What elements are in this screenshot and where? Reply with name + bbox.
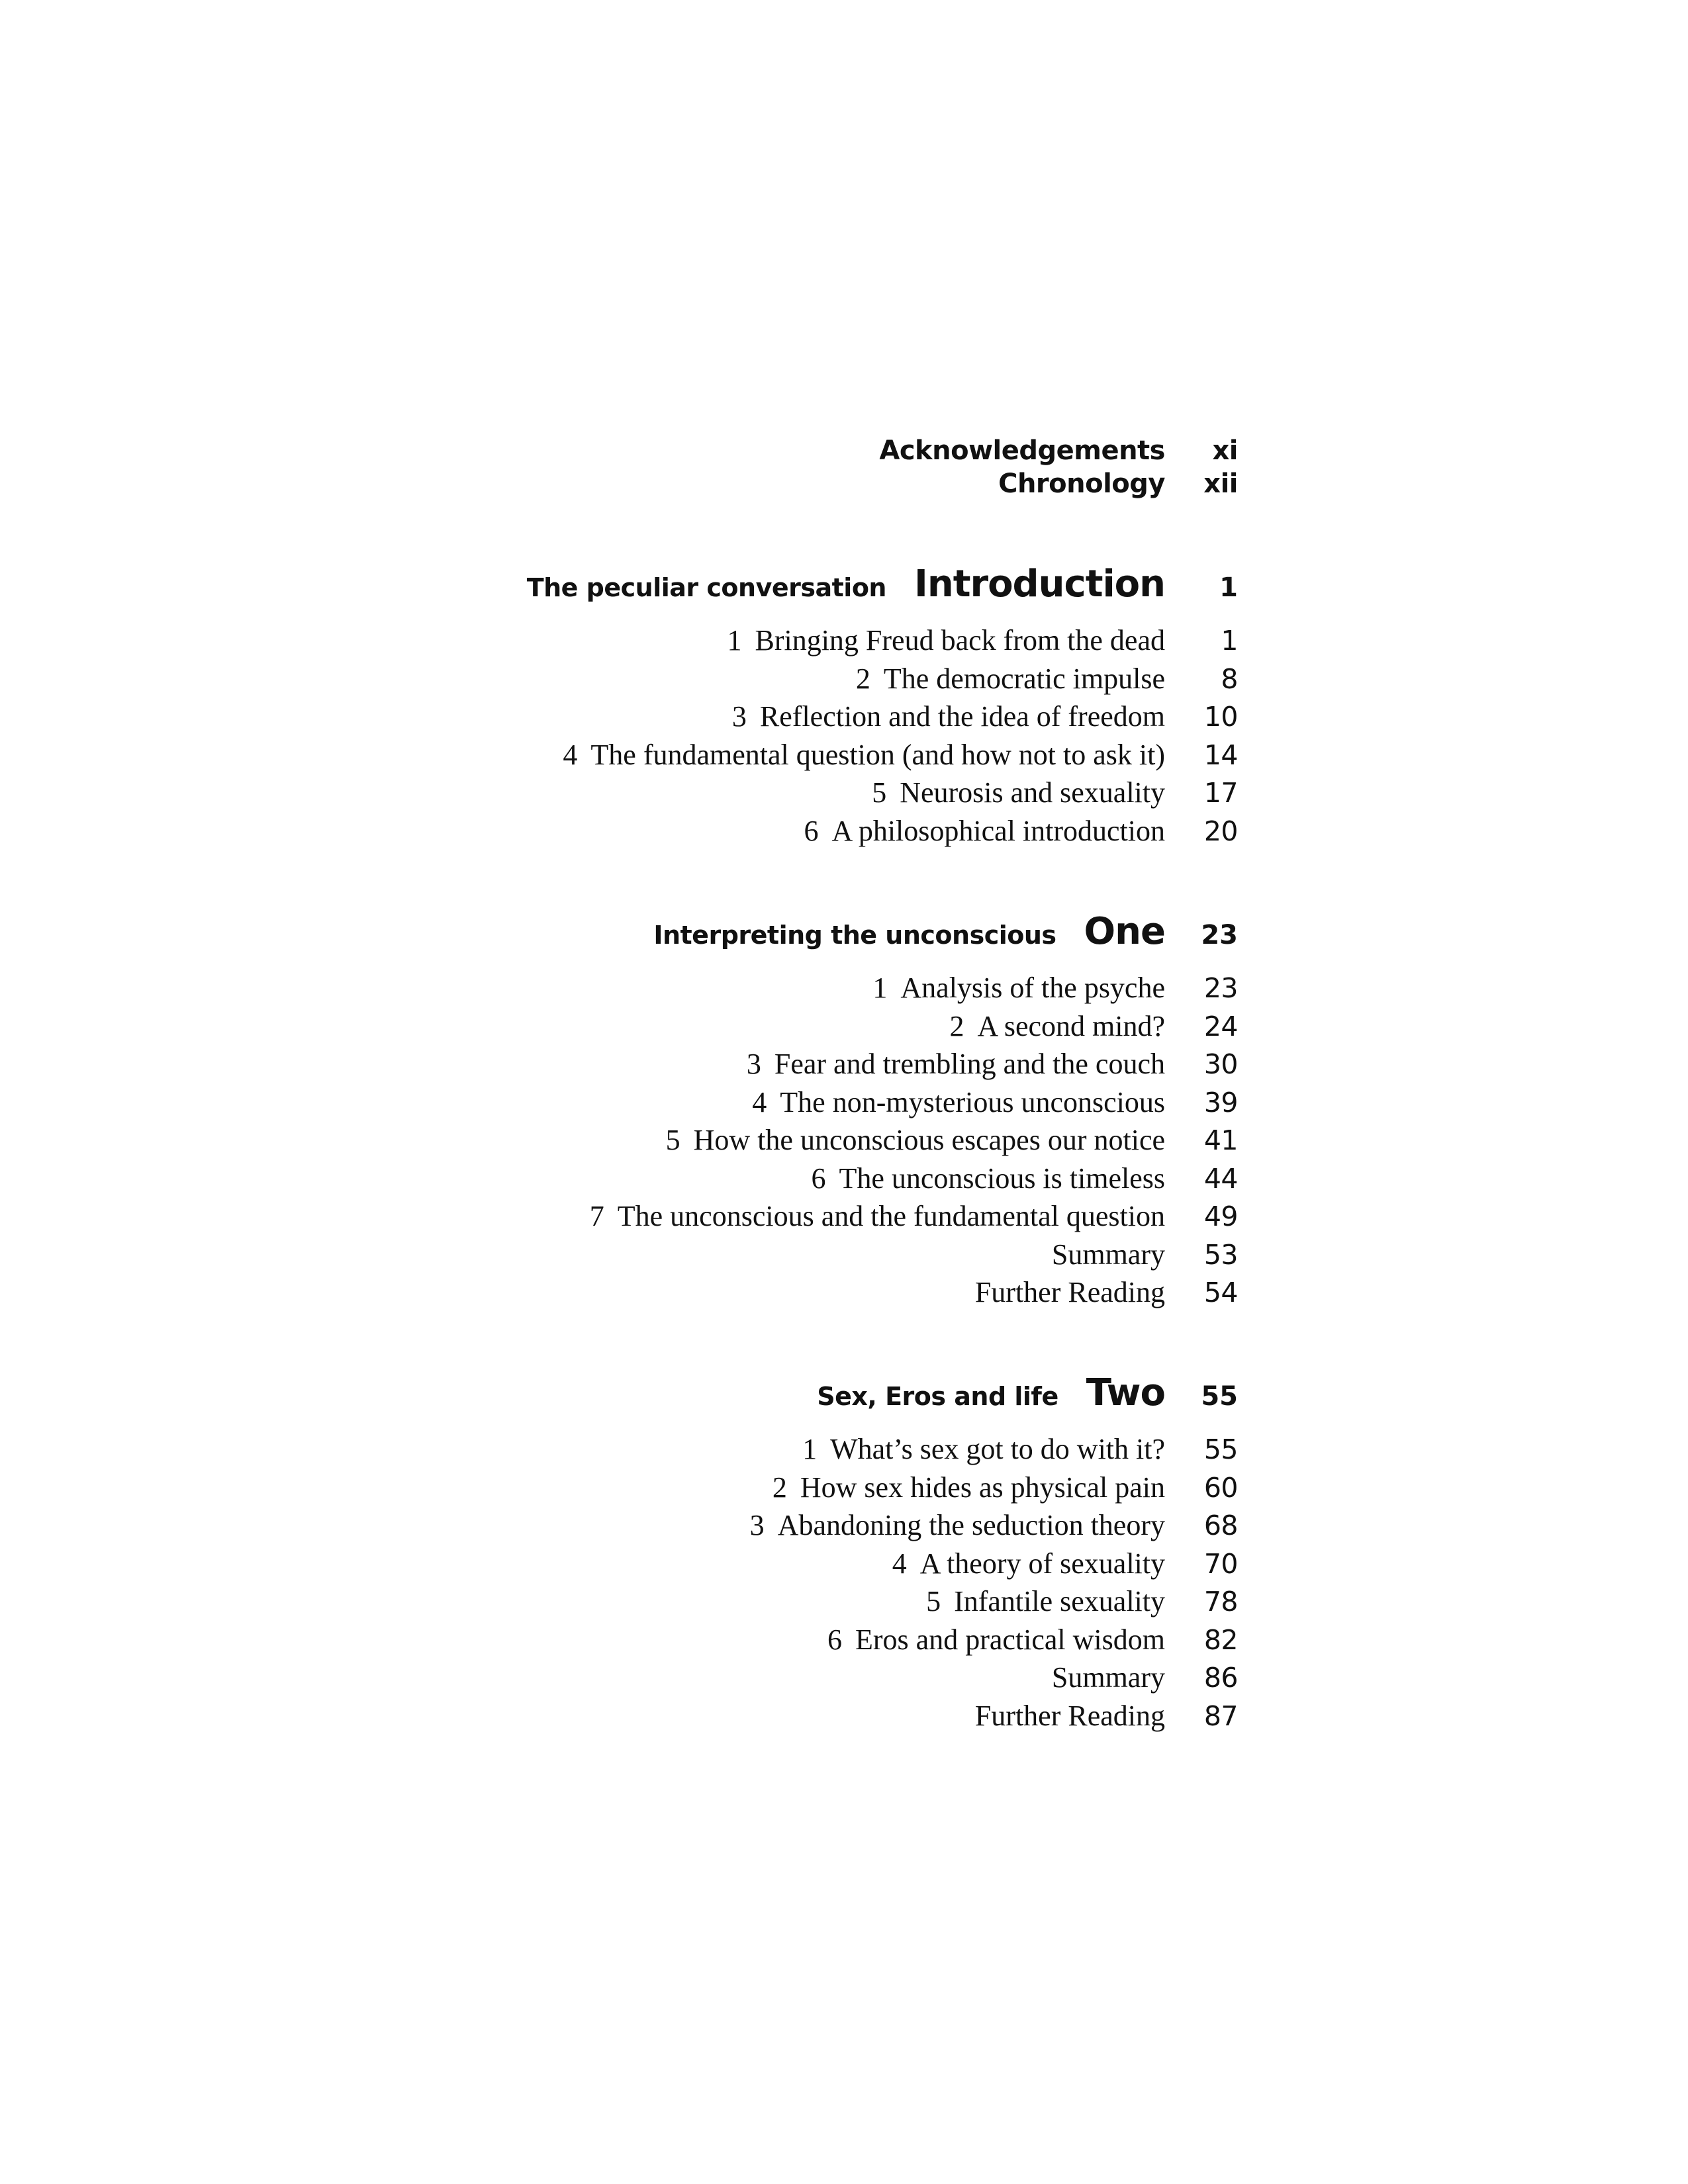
toc-entry-label-box (0, 1161, 1165, 1195)
toc-entry-label-box (0, 1199, 1165, 1233)
chapter-page-number: 55 (1201, 1381, 1238, 1412)
section-number: 6 (804, 815, 819, 847)
chapter-heading-label-box (0, 563, 1165, 606)
toc-entry-label (892, 1547, 1165, 1580)
toc-entry-page-box (1165, 1277, 1238, 1308)
page-number: 8 (1221, 663, 1238, 695)
toc-entry-row[interactable] (0, 1432, 1238, 1466)
toc-entry-row[interactable] (0, 1471, 1238, 1504)
chapter-subtitle: Sex, Eros and life (817, 1382, 1058, 1411)
toc-entry-label-box (0, 814, 1165, 848)
chapter-subtitle: Interpreting the unconscious (653, 921, 1056, 950)
toc-entry-label (975, 1700, 1165, 1732)
page-number: 30 (1203, 1048, 1238, 1080)
section-title: How sex hides as physical pain (800, 1471, 1165, 1504)
section-title: The fundamental question (and how not to ask it) (590, 739, 1165, 771)
chapter-heading-label-box (0, 910, 1165, 953)
page-number: 60 (1203, 1472, 1238, 1504)
section-title: A second mind? (977, 1010, 1165, 1042)
toc-entry-page-box (1165, 1700, 1238, 1732)
page-number: 10 (1203, 701, 1238, 733)
page-number: 55 (1203, 1433, 1238, 1465)
page-number: 14 (1203, 739, 1238, 771)
section-title: The democratic impulse (883, 662, 1165, 695)
toc-entry-row[interactable] (0, 1584, 1238, 1618)
section-number: 3 (749, 1509, 765, 1541)
page-number: 86 (1203, 1662, 1238, 1694)
toc-entry-page-box (1165, 972, 1238, 1004)
toc-entry-row[interactable] (0, 1275, 1238, 1309)
toc-entry-label-box (0, 1085, 1165, 1119)
toc-entry-label-box (0, 1661, 1165, 1694)
chapter-heading: One (1084, 910, 1165, 953)
toc-entry-page-box (1165, 815, 1238, 847)
toc-entry-label (590, 1200, 1165, 1232)
page-number: 20 (1203, 815, 1238, 847)
toc-entry-label-box (0, 1547, 1165, 1580)
toc-entry-page-box (1165, 1586, 1238, 1617)
section-title: How the unconscious escapes our notice (693, 1124, 1165, 1156)
toc-entry-page-box (1165, 625, 1238, 657)
front-matter-row[interactable] (0, 469, 1238, 499)
page-number: 41 (1203, 1124, 1238, 1156)
toc-entry-label (750, 1509, 1165, 1541)
front-matter-label-box (0, 435, 1165, 466)
toc-entry-page-box (1165, 1048, 1238, 1080)
toc-entry-row[interactable] (0, 738, 1238, 772)
page-number: 17 (1203, 777, 1238, 809)
toc-entry-label-box (0, 1123, 1165, 1157)
section-number: 5 (872, 776, 887, 809)
toc-entry-label-box (0, 1432, 1165, 1466)
page-number: 1 (1221, 625, 1238, 657)
toc-entry-row[interactable] (0, 1161, 1238, 1195)
toc-entry-label-box (0, 1508, 1165, 1542)
toc-entry-page-box (1165, 1087, 1238, 1118)
toc-entry-row[interactable] (0, 1623, 1238, 1657)
page-number: 23 (1203, 972, 1238, 1004)
chapter-subtitle: The peculiar conversation (526, 573, 886, 602)
toc-entry-label-box (0, 1584, 1165, 1618)
front-matter-title: Acknowledgements (879, 435, 1165, 466)
toc-entry-label-box (0, 738, 1165, 772)
section-number: 1 (872, 972, 888, 1004)
chapter-heading: Introduction (914, 563, 1165, 606)
toc-entry-label (752, 1086, 1165, 1118)
toc-entry-page-box (1165, 739, 1238, 771)
section-number: 5 (926, 1585, 941, 1617)
toc-entry-label (802, 1433, 1165, 1465)
toc-entry-row[interactable] (0, 971, 1238, 1005)
toc-entry-label (804, 815, 1165, 847)
toc-entry-label (975, 1276, 1165, 1308)
section-number: 4 (892, 1547, 907, 1580)
section-title: Bringing Freud back from the dead (755, 624, 1165, 657)
toc-entry-page-box (1165, 777, 1238, 809)
page-number: 49 (1203, 1201, 1238, 1232)
toc-entry-label-box (0, 1275, 1165, 1309)
toc-entry-page-box (1165, 1433, 1238, 1465)
front-matter-row[interactable] (0, 435, 1238, 466)
chapter-heading-label-box (0, 1371, 1165, 1414)
section-title: Infantile sexuality (954, 1585, 1165, 1617)
toc-entry-label (732, 700, 1165, 733)
toc-entry-label-box (0, 1009, 1165, 1043)
toc-entry-label-box (0, 662, 1165, 696)
toc-entry-label-box (0, 1623, 1165, 1657)
section-number: 2 (772, 1471, 787, 1504)
section-number: 4 (752, 1086, 767, 1118)
section-title: A theory of sexuality (919, 1547, 1165, 1580)
section-title: The non-mysterious unconscious (780, 1086, 1165, 1118)
page-number: xi (1212, 435, 1238, 466)
toc-entry-row[interactable] (0, 623, 1238, 657)
section-number: 5 (665, 1124, 680, 1156)
section-title: Summary (1051, 1661, 1165, 1694)
section-title: The unconscious and the fundamental question (617, 1200, 1165, 1232)
page-number: 78 (1203, 1586, 1238, 1617)
chapter-heading-row[interactable] (0, 910, 1238, 953)
toc-entry-page-box (1165, 1011, 1238, 1042)
section-title: Reflection and the idea of freedom (759, 700, 1165, 733)
toc-entry-label-box (0, 1047, 1165, 1081)
section-title: Analysis of the psyche (900, 972, 1165, 1004)
toc-entry-label (872, 776, 1165, 809)
section-number: 7 (589, 1200, 604, 1232)
toc-entry-label (563, 739, 1165, 771)
toc-entry-label (666, 1124, 1165, 1156)
front-matter-page-box (1165, 469, 1238, 499)
toc-entry-page-box (1165, 1472, 1238, 1504)
toc-entry-label (827, 1623, 1165, 1656)
page-number: 53 (1203, 1239, 1238, 1271)
section-number: 6 (827, 1623, 843, 1656)
toc-entry-row[interactable] (0, 1123, 1238, 1157)
chapter-heading-row[interactable] (0, 1371, 1238, 1414)
page-number: 87 (1203, 1700, 1238, 1732)
toc-entry-row[interactable] (0, 700, 1238, 733)
toc-entry-row[interactable] (0, 1661, 1238, 1694)
chapter-page-number: 1 (1219, 572, 1238, 603)
section-title: Further Reading (974, 1276, 1165, 1308)
page-number: 24 (1203, 1011, 1238, 1042)
chapter-page-number: 23 (1201, 920, 1238, 950)
section-title: Further Reading (974, 1700, 1165, 1732)
chapter-page-box (1165, 572, 1238, 603)
section-number: 2 (949, 1010, 964, 1042)
toc-entry-row[interactable] (0, 1238, 1238, 1271)
toc-entry-page-box (1165, 1662, 1238, 1694)
chapter-page-box (1165, 1381, 1238, 1412)
toc-entry-label-box (0, 1471, 1165, 1504)
toc-entry-label (1052, 1238, 1165, 1271)
toc-entry-label-box (0, 776, 1165, 809)
page-number: xii (1203, 469, 1238, 499)
section-title: Fear and trembling and the couch (774, 1048, 1165, 1080)
front-matter-page-box (1165, 435, 1238, 466)
toc-entry-page-box (1165, 1510, 1238, 1541)
section-number: 1 (802, 1433, 818, 1465)
toc-entry-row[interactable] (0, 1199, 1238, 1233)
toc-entry-label-box (0, 1699, 1165, 1733)
toc-entry-label-box (0, 700, 1165, 733)
chapter-heading-row[interactable] (0, 563, 1238, 606)
page-number: 68 (1203, 1510, 1238, 1541)
toc-entry-page-box (1165, 1548, 1238, 1580)
section-number: 3 (746, 1048, 761, 1080)
toc-entry-label-box (0, 971, 1165, 1005)
page-number: 44 (1203, 1163, 1238, 1195)
page-number: 82 (1203, 1624, 1238, 1656)
toc-entry-row[interactable] (0, 776, 1238, 809)
toc-entry-page-box (1165, 701, 1238, 733)
toc-entry-row[interactable] (0, 1699, 1238, 1733)
chapter-page-box (1165, 920, 1238, 950)
page-number: 70 (1203, 1548, 1238, 1580)
section-title: A philosophical introduction (831, 815, 1165, 847)
section-number: 6 (811, 1162, 826, 1195)
front-matter-title: Chronology (998, 469, 1165, 499)
toc-entry-row[interactable] (0, 662, 1238, 696)
toc-entry-page-box (1165, 1239, 1238, 1271)
section-title: Abandoning the seduction theory (777, 1509, 1165, 1541)
section-number: 4 (563, 739, 578, 771)
page-number: 39 (1203, 1087, 1238, 1118)
toc-entry-row[interactable] (0, 814, 1238, 848)
toc-entry-label-box (0, 623, 1165, 657)
toc-entry-row[interactable] (0, 1085, 1238, 1119)
toc-entry-page-box (1165, 1163, 1238, 1195)
toc-entry-page-box (1165, 1624, 1238, 1656)
section-number: 1 (727, 624, 742, 657)
section-title: The unconscious is timeless (839, 1162, 1165, 1195)
section-title: Summary (1051, 1238, 1165, 1271)
front-matter-label-box (0, 469, 1165, 499)
toc-entry-label (747, 1048, 1165, 1080)
toc-entry-label (926, 1585, 1165, 1617)
toc-entry-row[interactable] (0, 1047, 1238, 1081)
toc-entry-row[interactable] (0, 1009, 1238, 1043)
toc-entry-label (872, 972, 1165, 1004)
page-number: 54 (1203, 1277, 1238, 1308)
toc-entry-label (1052, 1661, 1165, 1694)
toc-entry-label (773, 1471, 1165, 1504)
section-title: What’s sex got to do with it? (830, 1433, 1165, 1465)
chapter-heading: Two (1086, 1371, 1165, 1414)
toc-entry-page-box (1165, 1124, 1238, 1156)
section-number: 2 (855, 662, 870, 695)
section-number: 3 (731, 700, 747, 733)
toc-entry-label (727, 624, 1165, 657)
toc-entry-page-box (1165, 663, 1238, 695)
toc-entry-label (812, 1162, 1166, 1195)
toc-entry-label-box (0, 1238, 1165, 1271)
section-title: Neurosis and sexuality (900, 776, 1165, 809)
section-title: Eros and practical wisdom (855, 1623, 1165, 1656)
toc-entry-label (856, 662, 1165, 695)
toc-entry-row[interactable] (0, 1547, 1238, 1580)
toc-entry-label (949, 1010, 1165, 1042)
toc-entry-row[interactable] (0, 1508, 1238, 1542)
toc-entry-page-box (1165, 1201, 1238, 1232)
